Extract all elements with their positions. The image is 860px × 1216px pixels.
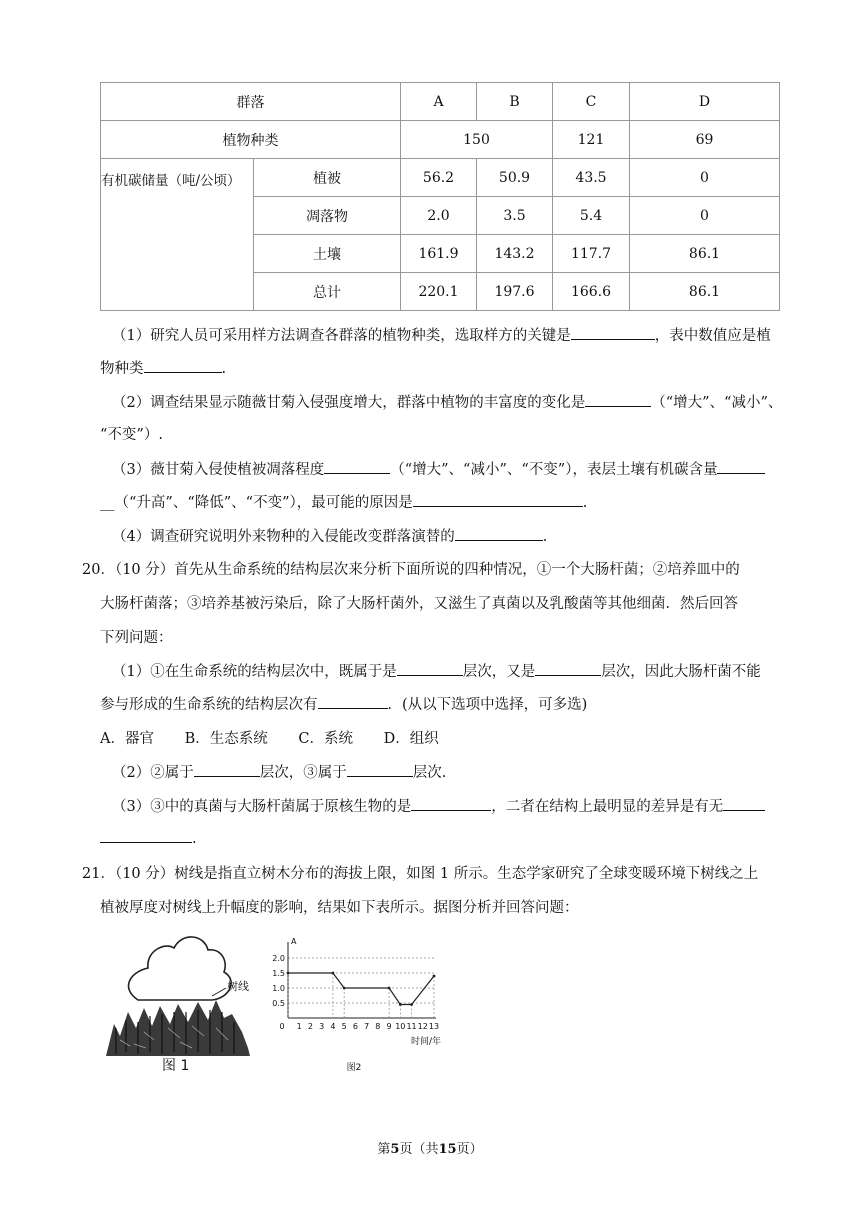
- data-point: [399, 1003, 402, 1006]
- cell: 5.4: [553, 197, 630, 235]
- option-c[interactable]: C．系统: [298, 731, 353, 747]
- q19-line-6: [100, 491, 780, 512]
- species-label: 植物种类: [101, 121, 401, 159]
- answer-blank[interactable]: [413, 492, 583, 507]
- text: （2）调查结果显示随薇甘菊入侵强度增大，群落中植物的丰富度的变化是: [112, 395, 586, 411]
- col-b: B: [477, 83, 553, 121]
- answer-blank[interactable]: [144, 358, 222, 373]
- treeline-pointer: [212, 988, 226, 996]
- footer-text: 页（共: [399, 1142, 439, 1157]
- q19-line-5: [112, 458, 792, 479]
- data-point: [343, 987, 346, 990]
- x-tick-label: 7: [364, 1022, 370, 1031]
- table-row: [101, 159, 780, 197]
- answer-blank[interactable]: [723, 796, 765, 811]
- x-tick-label: 11: [406, 1022, 417, 1031]
- x-tick-label: 2: [307, 1022, 314, 1031]
- figure-2-caption: 图2: [346, 1063, 362, 1073]
- row-label: 总计: [254, 273, 401, 311]
- x-tick-label: 0: [279, 1022, 285, 1031]
- col-a: A: [401, 83, 477, 121]
- q20-line-4: [112, 660, 792, 681]
- text: 层次，因此大肠杆菌不能: [601, 664, 761, 680]
- x-tick-label: 8: [375, 1022, 381, 1031]
- text: （“增大”、“减小”、“不变”），表层土壤有机碳含量: [390, 462, 718, 478]
- q19-line-4: “不变”）.: [100, 427, 163, 443]
- q19-line-1: [112, 324, 792, 345]
- text: .: [221, 361, 227, 377]
- x-tick-label: 5: [341, 1022, 347, 1031]
- data-point: [332, 972, 335, 975]
- x-axis-label: 时间/年: [410, 1037, 442, 1047]
- text: （3）薇甘菊入侵使植被凋落程度: [112, 462, 325, 478]
- series-line: [288, 973, 434, 1005]
- text: ，二者在结构上最明显的差异是有无: [491, 799, 724, 815]
- answer-blank[interactable]: [585, 392, 651, 407]
- answer-blank[interactable]: [717, 459, 765, 474]
- option-a[interactable]: A．器官: [100, 731, 154, 747]
- text: （2）②属于: [112, 765, 194, 781]
- col-c: C: [553, 83, 630, 121]
- header-label: 群落: [101, 83, 401, 121]
- q21-line-1: 21．（10 分）树线是指直立树木分布的海拔上限，如图 1 所示。生态学家研究了全球变暖环境下树线之上: [82, 866, 759, 882]
- q20-line-9: [100, 828, 780, 847]
- answer-blank[interactable]: [397, 661, 463, 676]
- y-tick-label: 1.0: [272, 984, 285, 993]
- cell: 220.1: [401, 273, 477, 311]
- text: （“增大”、“减小”、: [651, 395, 783, 411]
- text: （1）研究人员可采用样方法调查各群落的植物种类，选取样方的关键是: [112, 328, 571, 344]
- y-tick-label: 2.0: [272, 954, 285, 963]
- row-label: 土壤: [254, 235, 401, 273]
- text: ，表中数值应是植: [654, 328, 771, 344]
- cell: 197.6: [477, 273, 553, 311]
- text: .: [192, 831, 197, 847]
- q19-line-2: [100, 357, 780, 378]
- row-label: 凋落物: [254, 197, 401, 235]
- page-footer: [0, 1138, 860, 1157]
- figure-2-chart: [268, 928, 448, 1078]
- footer-text: 第: [377, 1142, 391, 1157]
- answer-blank[interactable]: [194, 762, 260, 777]
- cell: 3.5: [477, 197, 553, 235]
- cell: 143.2: [477, 235, 553, 273]
- text: 层次.: [412, 765, 447, 781]
- x-tick-label: 1: [296, 1022, 302, 1031]
- answer-blank[interactable]: [411, 796, 491, 811]
- q21-line-2: 植被厚度对树线上升幅度的影响，结果如下表所示。据图分析并回答问题：: [100, 900, 579, 916]
- text: .: [542, 529, 548, 545]
- mountain-outline: [129, 937, 232, 1000]
- q19-line-3: [112, 391, 792, 412]
- data-point: [287, 972, 290, 975]
- q20-options: [100, 727, 780, 748]
- text: （3）③中的真菌与大肠杆菌属于原核生物的是: [112, 799, 412, 815]
- q20-line-3: 下列问题：: [100, 630, 173, 646]
- x-tick-label: 3: [319, 1022, 325, 1031]
- col-d: D: [630, 83, 780, 121]
- figure-1-mountain: [100, 928, 260, 1078]
- cell: 86.1: [630, 273, 780, 311]
- footer-text: 页）: [456, 1142, 483, 1157]
- cell: 50.9: [477, 159, 553, 197]
- data-point: [433, 975, 436, 978]
- text: （4）调查研究说明外来物种的入侵能改变群落演替的: [112, 529, 455, 545]
- answer-blank[interactable]: [324, 459, 390, 474]
- q20-line-1: 20．（10 分）首先从生命系统的结构层次来分析下面所说的四种情况，①一个大肠杆菌；②培养皿中的: [82, 562, 740, 578]
- text: 层次，又是: [462, 664, 536, 680]
- x-tick-label: 10: [395, 1022, 406, 1031]
- page-total: 15: [438, 1142, 457, 1157]
- answer-blank[interactable]: [535, 661, 601, 676]
- species-c: 121: [553, 121, 630, 159]
- species-row: [101, 121, 780, 159]
- y-axis-label: A: [291, 937, 297, 946]
- y-tick-label: 1.5: [272, 969, 285, 978]
- answer-blank[interactable]: [318, 694, 388, 709]
- treeline-label: 树线: [227, 980, 249, 993]
- x-tick-label: 4: [330, 1022, 336, 1031]
- text: 物种类: [100, 361, 144, 377]
- row-label: 植被: [254, 159, 401, 197]
- forest-icon: [106, 1000, 250, 1056]
- q20-line-2: 大肠杆菌落；③培养基被污染后，除了大肠杆菌外，又滋生了真菌以及乳酸菌等其他细菌．然后回答: [100, 596, 738, 612]
- species-ab: 150: [401, 121, 553, 159]
- table-header-row: [101, 83, 780, 121]
- cell: 0: [630, 197, 780, 235]
- text: ．(从以下选项中选择，可多选): [387, 697, 588, 713]
- cell: 56.2: [401, 159, 477, 197]
- option-d[interactable]: D．组织: [383, 731, 439, 747]
- page-number: 5: [390, 1142, 400, 1157]
- cell: 86.1: [630, 235, 780, 273]
- option-b[interactable]: B．生态系统: [184, 731, 268, 747]
- text: .: [582, 495, 588, 511]
- answer-blank[interactable]: [571, 325, 655, 340]
- q20-line-7: [112, 761, 792, 782]
- q20-line-5: [100, 693, 780, 714]
- cell: 2.0: [401, 197, 477, 235]
- data-point: [410, 1003, 413, 1006]
- data-point: [388, 987, 391, 990]
- q20-line-8: [112, 795, 792, 816]
- cell: 166.6: [553, 273, 630, 311]
- x-tick-label: 6: [352, 1022, 358, 1031]
- text: __（“升高”、“降低”、“不变”），最可能的原因是: [100, 495, 413, 511]
- text: （1）①在生命系统的结构层次中，既属于是: [112, 664, 397, 680]
- carbon-label: 有机碳储量（吨/公顷）: [101, 159, 254, 311]
- q19-line-7: [112, 525, 792, 546]
- x-tick-label: 13: [428, 1022, 440, 1031]
- x-tick-label: 12: [417, 1022, 428, 1031]
- figure-1-caption: 图 1: [162, 1058, 190, 1074]
- answer-blank[interactable]: [347, 762, 413, 777]
- text: 参与形成的生命系统的结构层次有: [100, 697, 318, 713]
- answer-blank[interactable]: [455, 526, 543, 541]
- cell: 43.5: [553, 159, 630, 197]
- species-d: 69: [630, 121, 780, 159]
- cell: 117.7: [553, 235, 630, 273]
- y-tick-label: 0.5: [272, 999, 285, 1008]
- cell: 161.9: [401, 235, 477, 273]
- x-tick-label: 9: [386, 1022, 392, 1031]
- answer-blank[interactable]: [100, 828, 192, 843]
- cell: 0: [630, 159, 780, 197]
- text: 层次，③属于: [259, 765, 347, 781]
- data-table: [100, 82, 780, 311]
